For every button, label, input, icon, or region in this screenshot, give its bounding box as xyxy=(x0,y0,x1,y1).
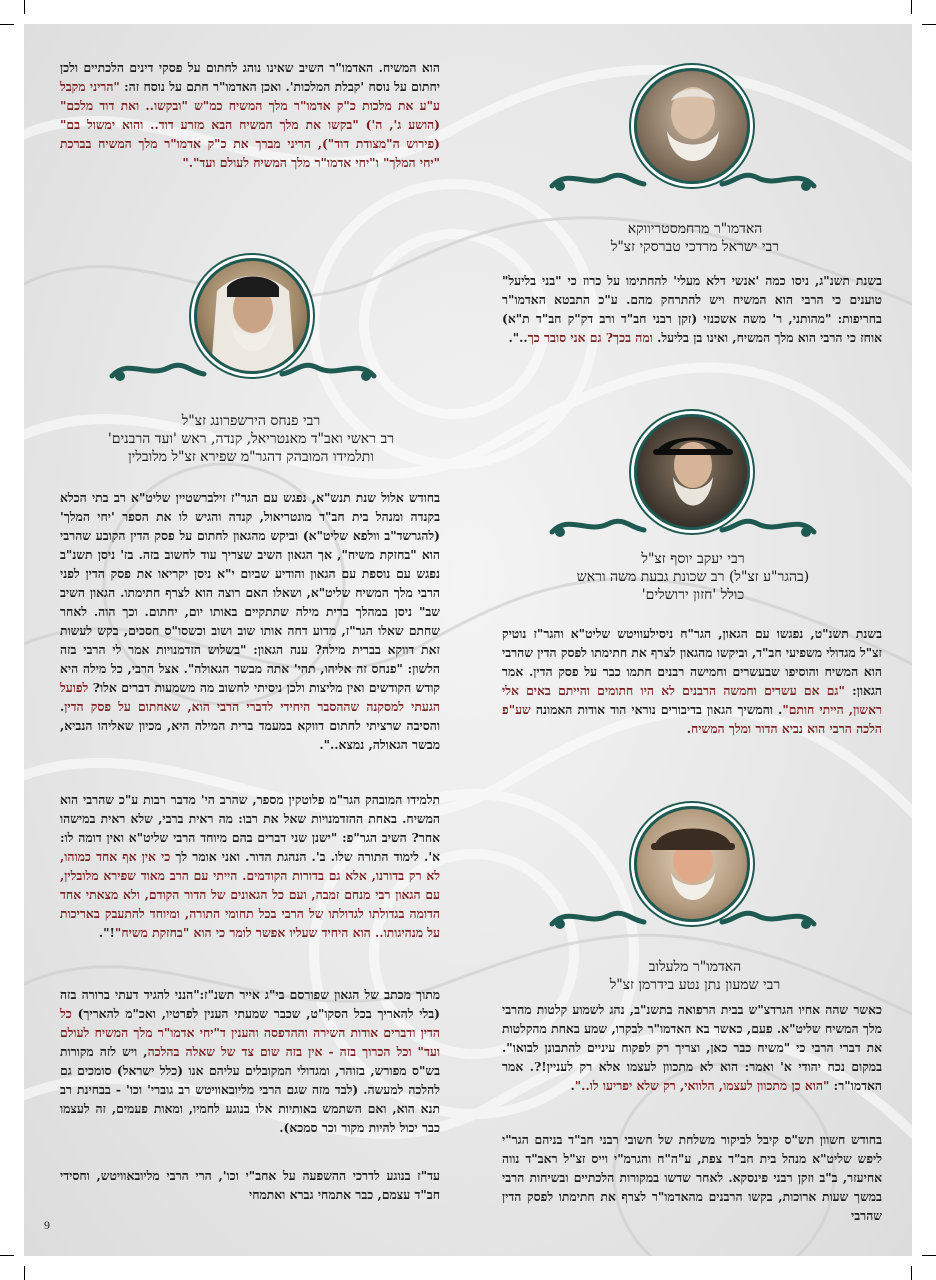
crop-mark xyxy=(24,0,25,14)
paragraph-text: . והסיבה שרציתי לחתום דווקא במעמד ברית המילה היא, מכיון שאליהו הנביא, מבשר הגאולה, נמצא..". xyxy=(60,699,440,752)
paragraph-text: . והמשיך הגאון בדיבורים נוראי הוד אודות האמונה xyxy=(530,702,783,717)
portrait3-name: רבי יעקב יוסף זצ"ל xyxy=(641,551,745,567)
highlighted-quote: לפועל הגעתי למסקנה שההסבר היחידי לדברי הרבי הוא, שאחתום על פסק הדין xyxy=(60,680,440,714)
right-paragraph-2 xyxy=(502,624,882,738)
paragraph-text: מתוך מכתב של הגאון שפורסם בי"ג אייר תשנ"ז: xyxy=(199,987,440,1002)
paragraph-text: "הנני להגיד דעתי ברורה בזה (בלי להאריך בכל הסקו"ט, שכבר שמעתי הענין לפרטיו, ואכ"מ להאריך) xyxy=(60,987,440,1021)
highlighted-quote: כי אין אף אחד כמוהו, לא רק בדורנו, אלא גם בדורות הקודמים. הייתי עם הרב מאוד שפירא מלובלין, עם הגאון רבי מנחם זמבה, ועם כל הגאונים של הדור הקודם, ולא מצאתי אחד הדומה בגדולתו לגדולתו של הרבי בכל תחומי התורה, ומיוחד להתעבק באריכות על מנהיגותו.. הוא היחיד שעליו אפשר לומר כי הוא "בחזקת משיח" xyxy=(60,849,440,940)
paragraph-text: בשנת תשנ"ט, נפגשו עם הגאון, הגר"ח ניסילעוויטש שליט"א והגר"ז נוטיק זצ"ל מגדולי משפיעי חב"ד, וביקשו מהגאון לצרף את חתימתו לפסק הדין שהרבי הוא המשיח והוסיפו שבעשרים וחמישה רבנים חתמו כבר על פסק הדין. אמר הגאון: xyxy=(501,626,882,698)
paragraph-text: בחודש אלול שנת תנש"א, נפגש עם הגר"ז זילברשטיין שליט"א רב בתי הכלא בקנדה ומנהל בית חב"ד מונטריאול, קנדה והגיש לו את הספר 'יחי המלך' (להגרשד"ב וולפא שליט"א) וביקש מהגאון לחתום על פסק הדין הקובע שהרבי הוא "בחזקת משיח", אך הגאון השיב שצריך עוד לחשוב בזה. בז' ניסן תשנ"ב נפגש עם נוספת עם הגאון והודיע שביום י"א ניסן יקריאו את פסק הדין לפני הרבי מלך המשיח שליט"א, ושאלו האם רוצה הוא לצרף חתימתו. הגאון השיב שב" ניסן במהלך ברית מילה שתתקיים באותו יום, יחתום. וכך הוה. לאחר שחתם שאלו הגר"ז, מדוע דחה אותו שוב ושוב וכשסו"ס חסכים, בקש לעשות זאת דווקא בברית מילה? ענה הגאון: "בשלוש הזדמנויות אמר לי הרבי בזה הלשון: "פנחס זה אליהו, תהי' אתה מבשר הגאולה". אצל הרבי, כל מילה היא קודש הקודשים ואין מליצות ולכן ניסיתי לחשוב מה משמעות דברים אלו? xyxy=(60,490,440,695)
portrait4-name: רבי שמעון נתן נטע בידרמן זצ"ל xyxy=(609,977,781,993)
portrait1-caption xyxy=(510,220,880,256)
paragraph-text: . xyxy=(686,721,691,736)
portrait4-title: האדמו"ר מלעלוב xyxy=(648,959,742,975)
portrait4-caption xyxy=(510,958,880,994)
portrait3-subtitle: כולל 'חזון ירושלים' xyxy=(641,587,745,603)
highlighted-quote: שע"פ הלכה הרבי הוא נביא הדור ומלך המשיח xyxy=(502,702,882,736)
paragraph-text: תלמידו המובהק הגר"מ פלוטקין מספר, שהרב הי' מדבר רבות ע"כ שהרבי הוא המשיח. באחת ההזדמנויות שאל את רבו: מה ראית ברבי, שלא ראית במישהו אחר? השיב הגר"פ: "ישנן שני דברים בהם מיוחד הרבי שליט"א ואין דומה לו: א'. לימוד התורה שלו. ב'. הנהגת הדור. ואני אומר לך xyxy=(60,792,440,864)
crop-mark xyxy=(911,1266,912,1280)
crop-mark xyxy=(0,24,14,25)
paragraph-text: !". xyxy=(98,925,115,940)
paragraph-text: עד"ז בנוגע לדרכי ההשפעה על אחב"י וכו', הרי הרבי מליובאוויטש, וחסידי חב"ד עצמם, כבר אתמחי גברא ואתמחי xyxy=(60,1168,440,1202)
paragraph-text: ..". xyxy=(508,330,528,345)
left-paragraph-3 xyxy=(60,985,440,1137)
page-number: 9 xyxy=(44,1218,50,1232)
highlighted-quote: "גם אם עשרים וחמשה הרבנים לא היו חתומים והייתם באים אלי ראשון, הייתי חותם" xyxy=(502,683,883,717)
portrait-yaakov-yosef xyxy=(548,412,818,542)
right-paragraph-3 xyxy=(502,1000,882,1095)
paragraph-text: . xyxy=(570,1078,575,1093)
crop-mark xyxy=(24,1266,25,1280)
left-paragraph-1 xyxy=(60,488,440,754)
paragraph-text: בחודש חשוון תש"ס קיבל לביקור משלחת של חשובי רבני חב"ד בניהם הגר"י ליפש שליט"א מנהל בית חב"ד צפת, ע"ה"ח והגרמ"י וייס זצ"ל ראב"ד נווה אחיעזר, ב"ב וזקן רבני פינסקא. לאחר שדשו במקורות הלכתיים ובשיחות הרבי במשך שעות ארוכות, בקשו הרבנים מהאדמו"ר לצרף את חתימתו לפסק הדין שהרבי xyxy=(502,1132,882,1223)
paragraph-text: הוא המשיח. האדמו"ר השיב שאינו נוהג לחתום על פסקי דינים הלכתיים ולכן יחתום על נוסח 'קבלת המלכות'. ואכן האדמו"ר חתם על נוסח זה: xyxy=(60,60,440,94)
crop-mark xyxy=(911,0,912,14)
left-paragraph-4 xyxy=(60,1166,440,1204)
portrait3-caption xyxy=(500,550,886,604)
highlighted-quote: כל הדין ודברים אודות השירה וההדפסה והענין ד"יחי אדמו"ר מלך המשיח לעולם ועד" וכל הכרוך בזה - אין בזה שום צד של שאלה בהלכה xyxy=(60,1006,440,1059)
ornament-icon xyxy=(548,896,818,936)
ornament-icon xyxy=(108,348,378,388)
crop-mark xyxy=(922,24,936,25)
portrait1-name: רבי ישראל מרדכי טברסקי זצ"ל xyxy=(610,239,780,255)
paragraph-text: כאשר שהה אחיו הגרדצ"ש בבית הרפואה בתשנ"ב, נהג לשמוע קלטות מהרבי מלך המשיח שליט"א. פעם, כאשר בא האדמו"ר לבקרו, שמע באחת מהקלטות את דברי הרבי כי "משיח כבר כאן, וצריך רק לפקוח עיניים להתבונן לבואו". במקום נכח יהודי א' ואמר: הוא לא מתכוון לעצמו אלא רק לעניין!?. אמר האדמו"ר: xyxy=(502,1002,882,1093)
portrait2-title: רב ראשי ואב"ד מאנטריאל, קנדה, ראש 'ועד הרבנים' xyxy=(107,431,395,447)
highlighted-quote: "הריני מקבל ע"ע את מלכות כ"ק אדמו"ר מלך המשיח כמ"ש "ובקשו.. ואת דוד מלכם" (הושע ג', ה') "בקשו את מלך המשיח הבא מזרע דוד.. והוא ימשול בם" (פירוש ה"מצודת דוד"), הריני מברך את כ"ק אדמו"ר מלך המשיח בברכת "יחי המלך" ו"יחי אדמו"ר מלך המשיח לעולם ועד"." xyxy=(60,79,440,170)
crop-mark xyxy=(922,1255,936,1256)
portrait-rachmastrivka xyxy=(548,66,818,196)
left-paragraph-2 xyxy=(60,790,440,942)
paragraph-text: בשנת תשנ"ג, ניסו כמה 'אנשי דלא מעלי' להחתימו על כרוז כי "בני בליעל" טוענים כי הרבי הוא המשיח ויש להתרחק מהם. ע"כ התבטא האדמו"ר בחריפות: "מהותני, ר' משה אשכנזי (זקן רבני חב"ד ורב דק"ק חב"ד ת"א) אוחז כי הרבי הוא מלך המשיח, ואינו בן בליעל. xyxy=(502,273,882,345)
highlighted-quote: "הוא כן מתכוון לעצמו, הלוואי, רק שלא יפריעו לו.." xyxy=(574,1078,830,1093)
portrait-hirschsprung xyxy=(108,256,378,386)
portrait1-title: האדמו"ר מרחמסטריווקא xyxy=(627,221,763,237)
ornament-icon xyxy=(548,158,818,198)
highlighted-quote: ומה בכך? גם אני סובר כך xyxy=(527,330,653,345)
right-paragraph-4 xyxy=(502,1130,882,1225)
portrait2-subtitle: ותלמידו המובהק דהגר"מ שפירא זצ"ל מלובלין xyxy=(128,449,374,465)
portrait2-caption xyxy=(56,412,446,466)
right-paragraph-1 xyxy=(502,271,882,347)
portrait3-title: (בהגר"ע זצ"ל) רב שכונת גבעת משה וראש xyxy=(576,569,810,585)
portrait-lelov xyxy=(548,804,818,934)
paragraph-text: , ויש לזה מקורות בש"ס מפורש, בזוהר, ומגדולי המקובלים עליהם אנו (כלל ישראל) סומכים גם להלכה למעשה. (לבד מזה שגם הרבי מליובאוויטש רב גוברי' וכו' - בבחינת רב תנא הוא, ואם השתמש באותיות אלו בנוגע לחמיו, ומאות פעמים, זה לעצמו כבר יכול להיות מקור וכר סמכא). xyxy=(60,1044,440,1135)
portrait2-name: רבי פנחס הירשפרונג זצ"ל xyxy=(181,413,321,429)
ornament-icon xyxy=(548,504,818,544)
left-top-paragraph xyxy=(60,58,440,172)
crop-mark xyxy=(0,1255,14,1256)
